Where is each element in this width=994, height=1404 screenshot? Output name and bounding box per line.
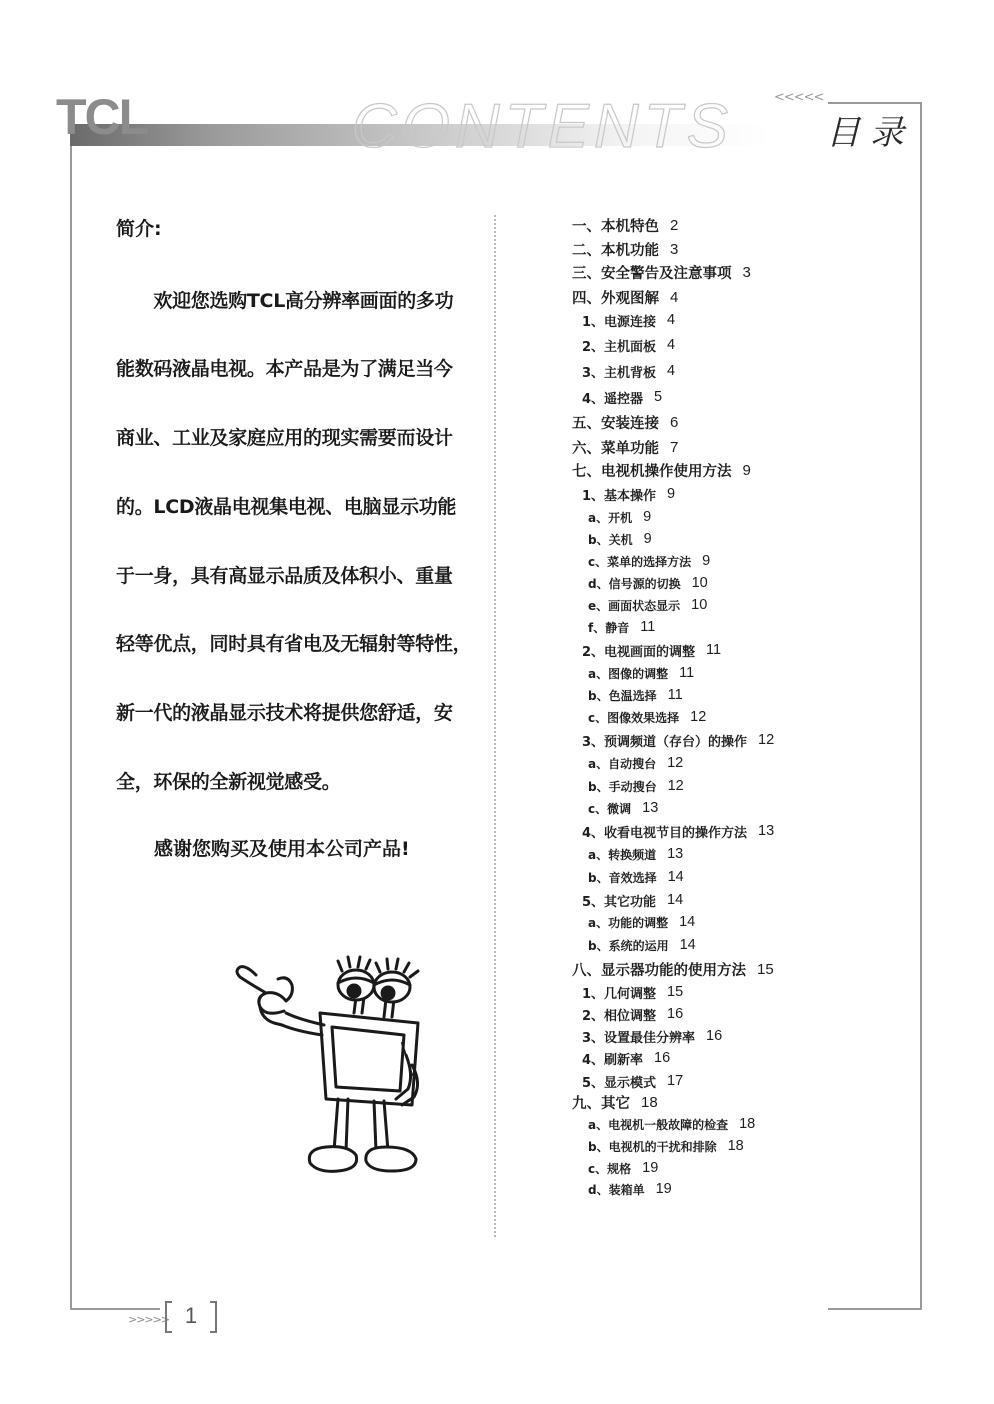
toc-entry-page: 16: [706, 1028, 723, 1044]
intro-line: 欢迎您选购TCL高分辨率画面的多功: [116, 290, 454, 312]
toc-entry-page: 11: [667, 687, 683, 703]
toc-entry-label: 2、相位调整: [582, 1008, 657, 1024]
toc-entry-page: 10: [691, 597, 708, 613]
toc-entry-label: a、电视机一般故障的检查: [588, 1117, 729, 1132]
intro-line: 新一代的液晶显示技术将提供您舒适，安: [116, 702, 453, 724]
toc-entry-page: 12: [667, 755, 684, 771]
toc-entry-label: b、手动搜台: [588, 779, 657, 794]
toc-entry-label: 3、设置最佳分辨率: [582, 1030, 696, 1046]
frame-left: [70, 146, 72, 1310]
toc-entry-page: 14: [679, 937, 696, 953]
toc-entry-label: b、关机: [588, 532, 633, 547]
toc-entry-page: 19: [655, 1181, 672, 1197]
toc-entry-page: 7: [670, 438, 679, 456]
toc-entry-label: a、开机: [588, 510, 633, 525]
toc-entry-label: 五、安装连接: [572, 415, 659, 432]
page-title: 目录: [826, 113, 914, 153]
toc-entry-label: c、微调: [588, 801, 632, 816]
toc-entry-page: 16: [654, 1050, 671, 1066]
toc-entry-label: a、功能的调整: [588, 915, 669, 930]
toc-entry-label: c、菜单的选择方法: [588, 554, 692, 569]
toc-entry-page: 4: [667, 337, 676, 353]
page-number: 1: [184, 1303, 198, 1328]
intro-line: 能数码液晶电视。本产品是为了满足当今: [116, 358, 453, 380]
toc-entry-page: 4: [667, 312, 676, 328]
toc-entry-label: 一、本机特色: [572, 218, 659, 235]
tcl-logo: TCL: [56, 89, 148, 145]
toc-entry-page: 12: [690, 709, 707, 725]
toc-entry-page: 11: [679, 665, 695, 681]
toc-entry-page: 18: [739, 1116, 756, 1132]
toc-entry-label: b、电视机的干扰和排除: [588, 1139, 717, 1154]
chevron-decoration-bottom: >>>>>: [128, 1313, 170, 1326]
toc-entry-page: 14: [679, 914, 696, 930]
toc-entry-page: 11: [706, 642, 722, 658]
toc-entry-page: 2: [670, 216, 679, 234]
toc-entry-page: 14: [667, 892, 684, 908]
toc-entry-page: 10: [691, 575, 708, 591]
toc-entry-page: 3: [670, 240, 679, 258]
toc-entry-page: 13: [667, 846, 684, 862]
toc-entry-page: 12: [758, 732, 775, 748]
intro-line: 商业、工业及家庭应用的现实需要而设计: [116, 427, 453, 449]
toc-entry-label: 六、菜单功能: [572, 440, 659, 457]
toc-entry-label: b、系统的运用: [588, 938, 669, 953]
toc-entry-page: 9: [742, 461, 751, 479]
intro-line: 的。LCD液晶电视集电视、电脑显示功能: [116, 496, 457, 518]
toc-entry-page: 9: [702, 553, 711, 569]
toc-entry-label: 4、刷新率: [582, 1052, 644, 1068]
toc-entry-label: 1、基本操作: [582, 488, 657, 504]
toc-entry-label: 四、外观图解: [572, 290, 659, 307]
toc-entry-page: 9: [643, 509, 652, 525]
toc-entry-label: a、转换频道: [588, 847, 657, 862]
toc-entry-label: c、规格: [588, 1161, 632, 1176]
toc-entry-page: 13: [642, 800, 659, 816]
toc-entry-label: c、图像效果选择: [588, 710, 680, 725]
toc-entry-label: 2、电视画面的调整: [582, 644, 696, 660]
toc-entry-page: 3: [742, 263, 751, 281]
toc-entry-page: 4: [670, 288, 679, 306]
toc-entry-page: 9: [643, 531, 652, 547]
toc-entry-label: 5、其它功能: [582, 894, 657, 910]
toc-entry-page: 11: [640, 619, 656, 635]
toc-entry-label: a、图像的调整: [588, 666, 669, 681]
intro-heading: 简介:: [116, 218, 162, 240]
toc-entry-label: e、画面状态显示: [588, 598, 681, 613]
toc-entry-label: a、自动搜台: [588, 756, 657, 771]
toc-entry-label: 三、安全警告及注意事项: [572, 265, 732, 282]
toc-entry-label: 九、其它: [572, 1095, 630, 1112]
toc-entry-label: 4、遥控器: [582, 391, 644, 407]
toc-entry-label: d、信号源的切换: [588, 576, 681, 591]
toc-entry-label: 1、电源连接: [582, 314, 657, 330]
intro-thanks: 感谢您购买及使用本公司产品!: [154, 838, 410, 860]
toc-entry-label: 2、主机面板: [582, 339, 657, 355]
toc-entry-page: 19: [642, 1160, 659, 1176]
frame-bottom-left: [70, 1308, 160, 1310]
toc-entry-label: 5、显示模式: [582, 1075, 657, 1091]
toc-entry-page: 6: [670, 413, 679, 431]
toc-entry-label: 3、预调频道（存台）的操作: [582, 734, 748, 750]
toc-entry-page: 4: [667, 363, 676, 379]
frame-top-right: [828, 102, 922, 104]
intro-line: 于一身，具有高显示品质及体积小、重量: [116, 565, 453, 587]
frame-right: [920, 102, 922, 1310]
toc-entry-label: b、音效选择: [588, 870, 657, 885]
toc-entry-label: d、装箱单: [588, 1182, 645, 1197]
toc-entry-page: 18: [641, 1093, 658, 1111]
frame-bottom-right: [828, 1308, 922, 1310]
chevron-decoration-top: <<<<<: [774, 90, 824, 105]
toc-entry-page: 16: [667, 1006, 684, 1022]
toc-entry-page: 18: [727, 1138, 744, 1154]
intro-line: 全，环保的全新视觉感受。: [116, 771, 341, 793]
toc-entry-page: 12: [667, 778, 684, 794]
toc-entry-page: 5: [654, 389, 663, 405]
toc-entry-label: 1、几何调整: [582, 986, 657, 1002]
toc-entry-label: 3、主机背板: [582, 365, 657, 381]
intro-line: 轻等优点，同时具有省电及无辐射等特性，: [116, 633, 472, 655]
toc-entry-page: 15: [667, 984, 684, 1000]
contents-heading: CONTENTS: [352, 92, 733, 161]
toc-entry-page: 14: [667, 869, 684, 885]
toc-entry-page: 17: [667, 1073, 684, 1089]
toc-entry-page: 13: [758, 823, 775, 839]
tv-mascot-illustration: [226, 955, 442, 1191]
column-divider: [494, 215, 496, 1237]
toc-entry-label: 二、本机功能: [572, 242, 659, 259]
toc-entry-page: 15: [757, 960, 774, 978]
toc-entry-label: 4、收看电视节目的操作方法: [582, 825, 748, 841]
toc-entry-label: b、色温选择: [588, 688, 657, 703]
toc-entry-page: 9: [667, 486, 676, 502]
toc-entry-label: f、静音: [588, 620, 630, 635]
toc-entry-label: 八、显示器功能的使用方法: [572, 962, 746, 979]
toc-entry-label: 七、电视机操作使用方法: [572, 463, 732, 480]
